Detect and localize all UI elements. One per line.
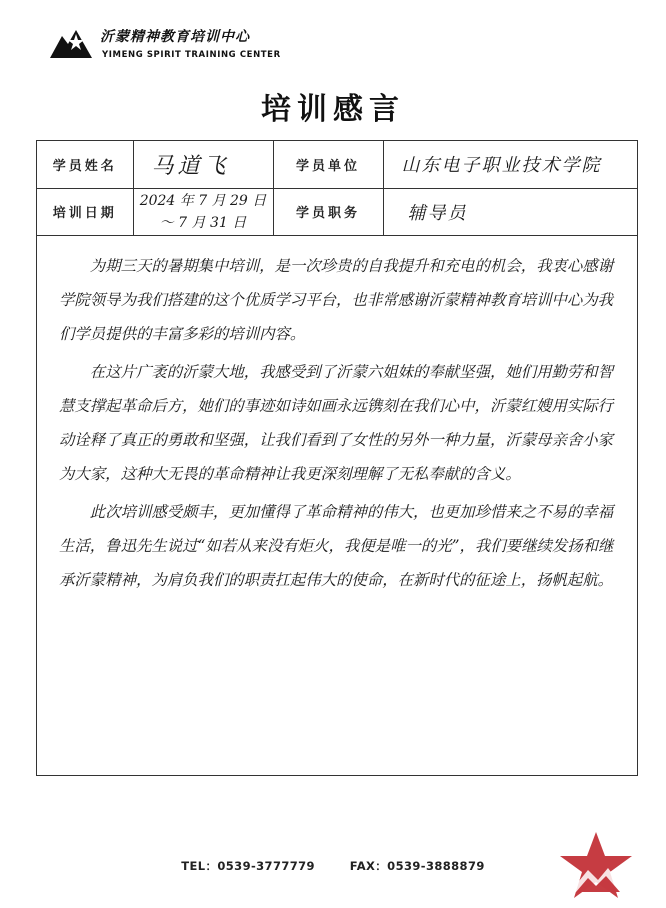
date-value xyxy=(133,188,273,235)
mountain-star-logo-icon xyxy=(48,26,94,60)
page-title: 培训感言 xyxy=(261,92,405,127)
paragraph-1: 为期三天的暑期集中培训，是一次珍贵的自我提升和充电的机会，我衷心感谢学院领导为我们搭建的这个优质学习平台，也非常感谢沂蒙精神教育培训中心为我们学员提供的丰富多彩的培训内容。 xyxy=(59,257,614,343)
info-row-date xyxy=(37,188,637,235)
unit-label: 学员单位 xyxy=(273,141,383,188)
name-value: 马道飞 xyxy=(133,141,273,188)
reflection-body xyxy=(59,249,619,601)
logo-english-text: YIMENG SPIRIT TRAINING CENTER xyxy=(102,50,281,60)
fax-label: FAX： xyxy=(349,859,388,873)
brand-header xyxy=(48,20,308,68)
student-info-table xyxy=(37,141,637,236)
unit-value: 山东电子职业技术学院 xyxy=(383,141,637,188)
paragraph-2: 在这片广袤的沂蒙大地，我感受到了沂蒙六姐妹的奉献坚强，她们用勤劳和智慧支撑起革命后方，她们的事迹如诗如画永远镌刻在我们心中，沂蒙红嫂用实际行动诠释了真正的勇敢和坚强，让我们看到了女性的另外一种力量，沂蒙母亲舍小家为大家，这种大无畏的革命精神让我更深刻理解了无私奉献的含义。 xyxy=(59,363,614,483)
role-label: 学员职务 xyxy=(273,188,383,235)
fax-value: 0539-3888879 xyxy=(387,859,485,873)
date-line-2: ～ 7 月 31 日 xyxy=(159,214,247,231)
tel-value: 0539-3777779 xyxy=(217,859,315,873)
date-line-1: 2024 年 7 月 29 日 xyxy=(139,192,267,209)
logo-chinese-text: 沂蒙精神教育培训中心 xyxy=(100,29,250,45)
info-row-name xyxy=(37,141,637,188)
reflection-sheet xyxy=(36,140,638,776)
role-value: 辅导员 xyxy=(383,188,637,235)
tel-label: TEL： xyxy=(181,859,218,873)
red-star-mountain-icon xyxy=(556,830,636,900)
date-label: 培训日期 xyxy=(37,188,133,235)
name-label: 学员姓名 xyxy=(37,141,133,188)
paragraph-3: 此次培训感受颇丰，更加懂得了革命精神的伟大，也更加珍惜来之不易的幸福生活，鲁迅先生说过“如若从来没有炬火，我便是唯一的光”，我们要继续发扬和继承沂蒙精神，为肩负我们的职责扛起伟大的使命，在新时代的征途上，扬帆起航。 xyxy=(59,503,614,589)
